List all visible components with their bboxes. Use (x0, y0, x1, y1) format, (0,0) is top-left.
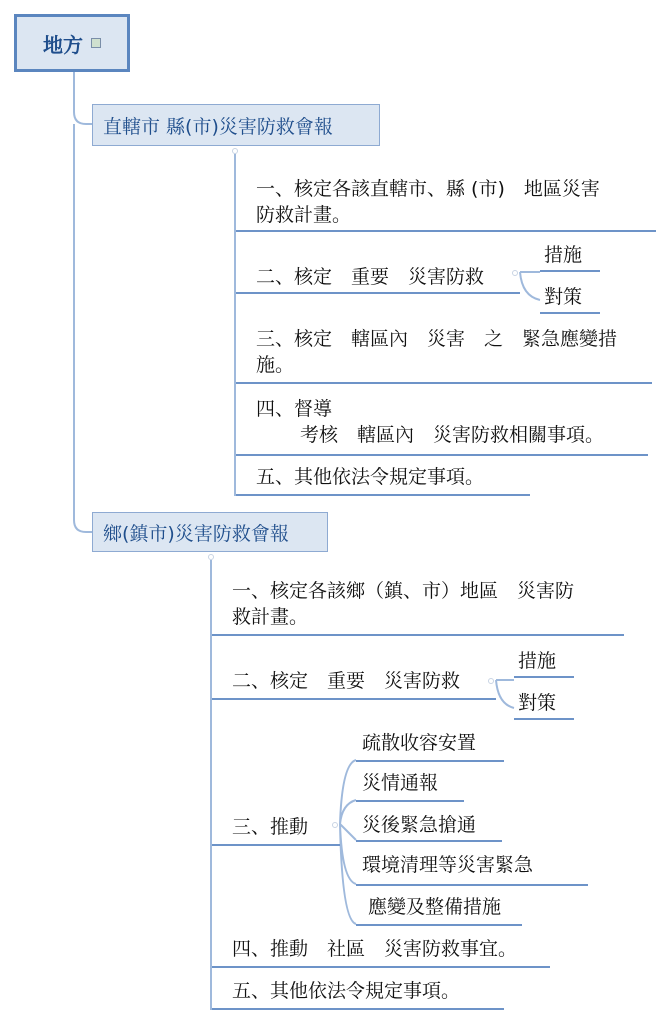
b2-item-3-child-1-underline (356, 760, 504, 762)
b1-item-4 (256, 396, 604, 448)
b2-item-2-child-1: 措施 (518, 650, 557, 672)
b1-item-2-child-2-underline (540, 312, 600, 314)
b1-item-3-line1: 三、核定 轄區內 災害 之 緊急應變措 (256, 328, 618, 350)
b2-item-3-underline (212, 844, 340, 846)
b2-item-3-child-4-underline (356, 884, 588, 886)
root-label: 地方 (43, 32, 83, 57)
branch-label: 鄉(鎮市)災害防救會報 (103, 522, 289, 545)
b2-item-3-line1: 三、推動 (232, 816, 309, 838)
b1-item-4-line2: 考核 轄區內 災害防救相關事項。 (300, 424, 605, 446)
b1-item-1-line2: 防救計畫。 (256, 204, 352, 226)
b1-item-2-child-1: 措施 (544, 244, 583, 266)
root-node[interactable] (14, 14, 130, 72)
b1-item-2 (256, 264, 484, 290)
expand-dot-icon[interactable] (332, 822, 338, 828)
b2-item-3 (232, 814, 308, 840)
branch-label: 直轄市 縣(市)災害防救會報 (103, 115, 333, 138)
b2-item-3-child-3: 災後緊急搶通 (362, 814, 477, 836)
b2-item-3-child-5: 應變及整備措施 (368, 896, 502, 918)
b2-item-3-child-2-underline (356, 800, 464, 802)
b2-item-1-underline (212, 634, 624, 636)
b2-item-3-child-4: 環境清理等災害緊急 (362, 854, 534, 876)
b2-item-4-line1: 四、推動 社區 災害防救事宜。 (232, 938, 518, 960)
b2-item-3-child-5-underline (356, 924, 522, 926)
b1-item-1-underline (236, 230, 656, 232)
b1-item-2-underline (236, 292, 520, 294)
root-to-branch1-connector (74, 72, 92, 124)
b2-item-2 (232, 668, 460, 694)
b1-item-4-line1: 四、督導 (256, 398, 333, 420)
b2-item-1 (232, 578, 574, 630)
b1-item-2-line1: 二、核定 重要 災害防救 (256, 266, 485, 288)
b2-item-5 (232, 978, 460, 1004)
b1-item-5-underline (236, 494, 530, 496)
root-to-branch2-connector (74, 124, 92, 532)
b1-item-3-line2: 施。 (256, 354, 295, 376)
b2-item-2-line1: 二、核定 重要 災害防救 (232, 670, 461, 692)
b2-item-5-line1: 五、其他依法令規定事項。 (232, 980, 461, 1002)
b1-item-4-underline (236, 454, 648, 456)
b1-item-2-child-2: 對策 (544, 286, 583, 308)
b2-item-2-child-2: 對策 (518, 692, 557, 714)
b1-item-3 (256, 326, 617, 378)
b2-item-4-underline (212, 966, 550, 968)
branch2-spine (210, 560, 212, 1010)
b2-item-3-child-2: 災情通報 (362, 772, 439, 794)
b2-item-3-child-3-underline (356, 840, 502, 842)
b1-item-5-line1: 五、其他依法令規定事項。 (256, 466, 485, 488)
b1-item-2-child-1-underline (540, 270, 600, 272)
b2-item-2-child-2-underline (514, 718, 574, 720)
collapse-icon[interactable] (91, 38, 101, 48)
branch1-spine (234, 154, 236, 496)
expand-dot-icon[interactable] (512, 270, 518, 276)
b2-item3-children-connector (340, 760, 356, 924)
b1-item2-children-connector (520, 272, 540, 300)
b2-item-2-underline (212, 698, 496, 700)
expand-dot-icon[interactable] (488, 678, 494, 684)
b2-item-1-line2: 救計畫。 (232, 606, 309, 628)
b1-item-1-line1: 一、核定各該直轄市、縣 (市) 地區災害 (256, 178, 600, 200)
branch-node-township[interactable] (92, 512, 328, 552)
b2-item-1-line1: 一、核定各該鄉（鎮、市）地區 災害防 (232, 580, 575, 602)
b2-item-4 (232, 936, 517, 962)
b2-item-5-underline (212, 1008, 504, 1010)
b2-item-2-child-1-underline (514, 676, 574, 678)
b1-item-3-underline (236, 382, 652, 384)
b1-item-5 (256, 464, 484, 490)
branch-node-municipal[interactable] (92, 104, 380, 146)
b1-item-1 (256, 176, 600, 228)
b2-item2-children-connector (496, 680, 514, 708)
b2-item-3-child-1: 疏散收容安置 (362, 732, 477, 754)
